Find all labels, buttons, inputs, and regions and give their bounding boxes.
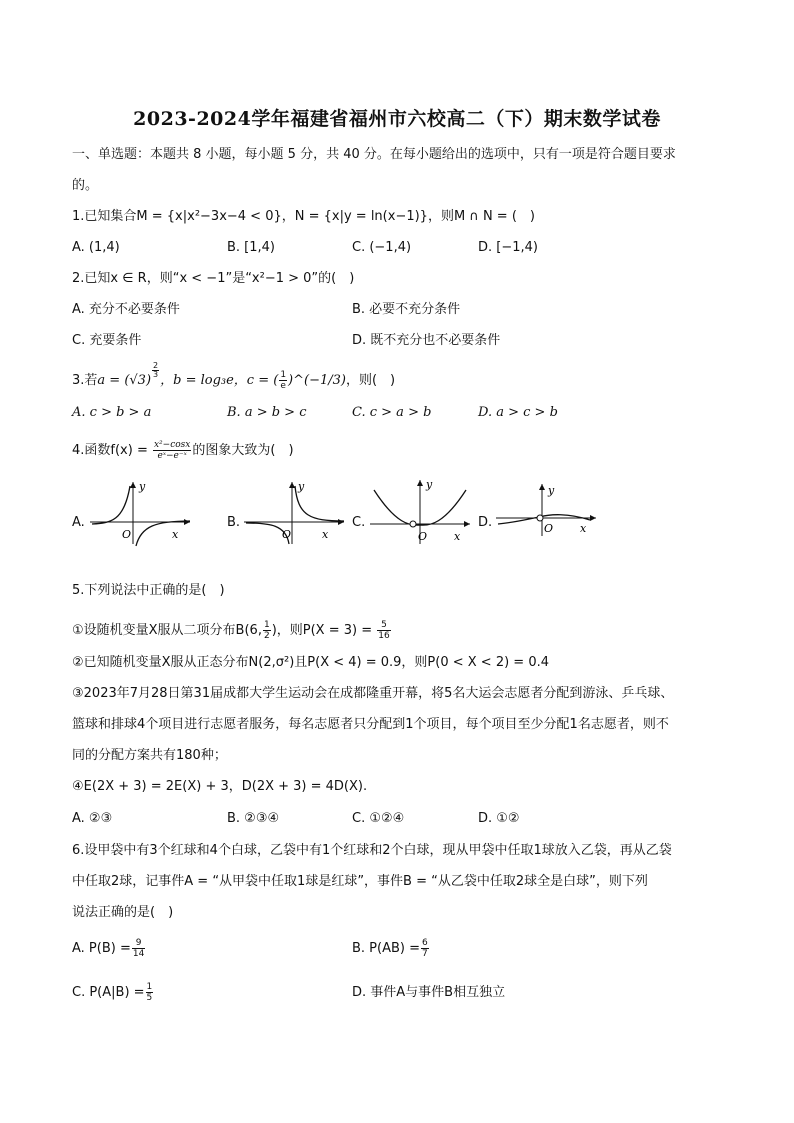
q5-statement-1: ①设随机变量X服从二项分布B(6, $\frac{1}{2}$ )，则P(X = 3) = $\frac{5}{16}$	[72, 620, 390, 641]
x-label: x	[580, 522, 587, 535]
q4-graph-d	[492, 480, 602, 540]
q1-option-d: D. [−1,4)	[478, 240, 538, 255]
q6-option-c: C. P(A|B) = $\frac{1}{5}$	[72, 982, 153, 1003]
q4-prefix: 4.函数f(x) =	[72, 443, 148, 458]
q3-option-b: B. a > b > c	[227, 405, 307, 420]
q5-s1-result-fraction: $\frac{5}{16}$	[378, 620, 390, 641]
q5-statement-3-line-1: ③2023年7月28日第31届成都大学生运动会在成都隆重开幕，将5名大运会志愿者分配到游泳、乒乓球、	[72, 686, 674, 701]
q2-stem: 2.已知x ∈ R，则“x < −1”是“x²−1 > 0”的( )	[72, 271, 355, 286]
origin-label: O	[282, 528, 292, 541]
section-heading-line-1: 一、单选题：本题共 8 小题，每小题 5 分，共 40 分。在每小题给出的选项中，只有一项是符合题目要求	[72, 147, 676, 162]
q3-b-part: ，b = log₃e，c = (	[160, 373, 279, 388]
y-axis-arrow	[289, 482, 295, 488]
q6-option-c-fraction: $\frac{1}{5}$	[146, 982, 153, 1003]
q3-a-part: a = (√3)	[97, 373, 152, 388]
origin-label: O	[122, 528, 132, 541]
q5-option-b: B. ②③④	[227, 811, 280, 826]
q6-option-b: B. P(AB) = $\frac{6}{7}$	[352, 938, 428, 959]
q4-option-b: B.	[227, 515, 241, 530]
y-label: y	[298, 480, 305, 493]
q1-option-b: B. [1,4)	[227, 240, 276, 255]
q3-option-a: A. c > b > a	[72, 405, 152, 420]
q1-option-c: C. (−1,4)	[352, 240, 412, 255]
q6-option-a: A. P(B) = $\frac{9}{14}$	[72, 938, 145, 959]
open-point	[537, 515, 543, 521]
q2-option-c: C. 充要条件	[72, 333, 142, 348]
q3-option-d: D. a > c > b	[478, 405, 558, 420]
x-label: x	[172, 528, 179, 541]
q5-option-c: C. ①②④	[352, 811, 405, 826]
y-label: y	[548, 484, 555, 497]
y-label: y	[426, 478, 433, 491]
q5-option-d: D. ①②	[478, 811, 520, 826]
y-axis-arrow	[539, 484, 545, 490]
curve-right-branch	[136, 521, 190, 546]
q3-a-exponent: $\frac{2}{3}$	[153, 361, 159, 379]
x-axis-arrow	[184, 519, 190, 525]
q3-c-exponent: )^(−1/3)	[288, 373, 346, 388]
q5-stem: 5.下列说法中正确的是( )	[72, 583, 225, 598]
q4-option-a: A.	[72, 515, 85, 530]
q3-stem	[72, 361, 396, 391]
page-title: 2023-2024学年福建省福州市六校高二（下）期末数学试卷	[133, 108, 661, 130]
q4-option-c: C.	[352, 515, 366, 530]
section-heading-line-2: 的。	[72, 178, 99, 193]
q2-option-d: D. 既不充分也不必要条件	[352, 333, 501, 348]
curve-left-branch	[92, 486, 130, 524]
y-axis-arrow	[417, 480, 423, 486]
q6-stem-line-2: 中任取2球，记事件A = “从甲袋中任取1球是红球”，事件B = “从乙袋中任取2球全是白球”，则下列	[72, 874, 648, 889]
q5-statement-3-line-3: 同的分配方案共有180种；	[72, 748, 227, 763]
q2-option-b: B. 必要不充分条件	[352, 302, 461, 317]
q4-graph-a	[86, 478, 196, 548]
q3-c-fraction: $\frac{1}{e}$	[280, 370, 287, 391]
q5-statement-4: ④E(2X + 3) = 2E(X) + 3，D(2X + 3) = 4D(X).	[72, 779, 368, 794]
q5-statement-3-line-2: 篮球和排球4个项目进行志愿者服务，每名志愿者只分配到1个项目，每个项目至少分配1名志愿者，则不	[72, 717, 669, 732]
q6-stem-line-3: 说法正确的是( )	[72, 905, 174, 920]
x-axis-arrow	[338, 519, 344, 525]
q3-suffix: ，则( )	[345, 373, 396, 388]
q4-function-fraction: $\frac{\text{x²−cosx}}{\text{eˣ−e⁻ˣ}}$	[153, 440, 191, 461]
q5-s1-fraction: $\frac{1}{2}$	[263, 620, 270, 641]
y-label: y	[139, 480, 146, 493]
origin-label: O	[544, 522, 554, 535]
q5-option-a: A. ②③	[72, 811, 113, 826]
y-axis-arrow	[130, 482, 136, 488]
q4-stem	[72, 440, 294, 461]
x-label: x	[322, 528, 329, 541]
q6-option-b-fraction: $\frac{6}{7}$	[422, 938, 428, 959]
q6-option-a-fraction: $\frac{9}{14}$	[132, 938, 145, 959]
q5-statement-2: ②已知随机变量X服从正态分布N(2,σ²)且P(X < 4) = 0.9，则P(0 < X < 2) = 0.4	[72, 655, 550, 670]
q4-graph-b	[240, 478, 350, 548]
q4-suffix: 的图象大致为( )	[192, 443, 294, 458]
q6-stem-line-1: 6.设甲袋中有3个红球和4个白球，乙袋中有1个红球和2个白球，现从甲袋中任取1球放入乙袋，再从乙袋	[72, 843, 672, 858]
q6-option-d: D. 事件A与事件B相互独立	[352, 985, 506, 1000]
x-label: x	[454, 530, 461, 543]
q1-stem: 1.已知集合M = {x|x²−3x−4 < 0}，N = {x|y = ln(x−1)}，则M ∩ N = ( )	[72, 209, 535, 224]
q4-option-d: D.	[478, 515, 493, 530]
open-point	[410, 521, 416, 527]
q3-option-c: C. c > a > b	[352, 405, 432, 420]
q1-option-a: A. (1,4)	[72, 240, 120, 255]
q3-prefix: 3.若	[72, 373, 98, 388]
q4-graph-c	[366, 476, 476, 548]
origin-label: O	[418, 530, 428, 543]
x-axis-arrow	[590, 515, 596, 521]
q2-option-a: A. 充分不必要条件	[72, 302, 180, 317]
x-axis-arrow	[464, 521, 470, 527]
